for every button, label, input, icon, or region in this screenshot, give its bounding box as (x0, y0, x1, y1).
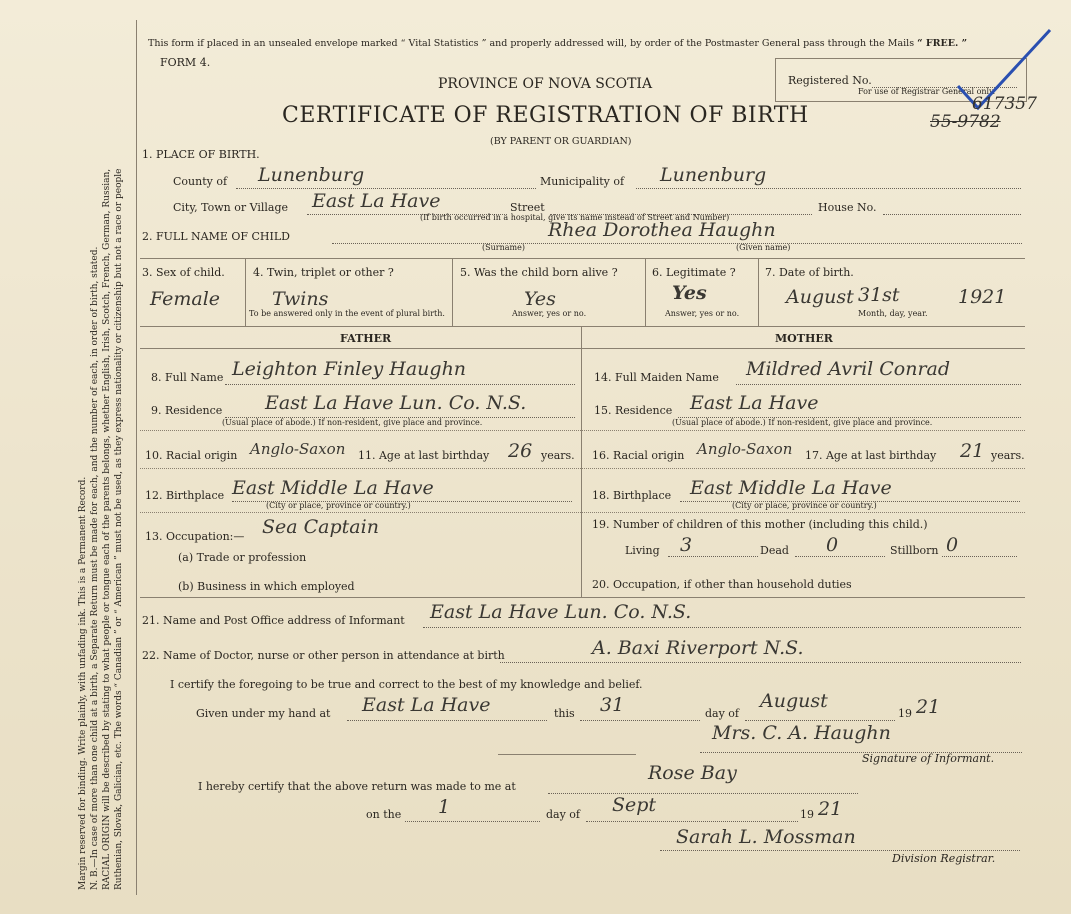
col-div-1 (245, 258, 246, 326)
reg-number-old: 55-9782 (930, 112, 1001, 132)
dob-day: 31st (858, 284, 900, 306)
mail-notice (148, 38, 967, 49)
dead-value: 0 (826, 534, 839, 556)
dayof-label: day of (705, 707, 740, 720)
registrar-year-prefix: 19 (800, 808, 814, 821)
doctor-label: 22. Name of Doctor, nurse or other person in attendance at birth (142, 649, 505, 662)
dob-year: 1921 (958, 286, 1007, 308)
father-age-label: 11. Age at last birthday (358, 449, 490, 462)
margin-notes (70, 20, 132, 900)
given-place-line (347, 720, 547, 721)
legit-value: Yes (672, 282, 707, 304)
mother-birthplace-note: (City or place, province or country.) (732, 501, 877, 510)
registrar-dayof-label: day of (546, 808, 581, 821)
margin-rule (136, 20, 137, 895)
certify-statement: I certify the foregoing to be true and correct to the best of my knowledge and belief. (170, 678, 643, 691)
registrar-year: 21 (818, 798, 843, 820)
given-month-line (745, 720, 895, 721)
col-div-3 (645, 258, 646, 326)
mother-heading: MOTHER (775, 332, 833, 345)
father-occupation-label: 13. Occupation:— (145, 530, 245, 543)
sex-label: 3. Sex of child. (142, 266, 225, 279)
fm-rule-2 (140, 468, 1025, 469)
mother-race-value: Anglo-Saxon (697, 440, 793, 458)
house-label: House No. (818, 201, 877, 214)
father-business-label: (b) Business in which employed (178, 580, 355, 593)
subtitle: (BY PARENT OR GUARDIAN) (490, 136, 632, 147)
legit-label: 6. Legitimate ? (652, 266, 736, 279)
father-residence-value: East La Have Lun. Co. N.S. (265, 392, 527, 414)
separator-rule (498, 754, 636, 755)
row-bottom-rule (140, 326, 1025, 327)
given-month: August (760, 690, 828, 712)
child-name-value: Rhea Dorothea Haughn (548, 219, 776, 241)
stillborn-line (942, 556, 1017, 557)
father-occupation-value: Sea Captain (262, 516, 379, 538)
mother-race-label: 16. Racial origin (592, 449, 685, 462)
city-value: East La Have (312, 190, 441, 212)
dob-label: 7. Date of birth. (765, 266, 854, 279)
margin-line-4: Ruthenian, Slovak, Galician, etc. The words “ Canadian ” or “ American ” must not be used, as they express nationality or citizenship but not a race or people (114, 168, 124, 890)
registrar-month: Sept (612, 794, 657, 816)
fm-bottom-rule (140, 597, 1025, 598)
hospital-note: (If birth occurred in a hospital, give its name instead of Street and Number) (420, 213, 730, 222)
mother-residence-value: East La Have (690, 392, 819, 414)
registrar-statement: I hereby certify that the above return was made to me at (198, 780, 516, 793)
alive-label: 5. Was the child born alive ? (460, 266, 618, 279)
reg-number: 617357 (972, 94, 1037, 114)
father-residence-label: 9. Residence (151, 404, 223, 417)
father-birthplace-note: (City or place, province or country.) (266, 501, 411, 510)
given-label: Given under my hand at (196, 707, 331, 720)
form-number: FORM 4. (160, 56, 211, 69)
surname-caption: (Surname) (482, 243, 525, 252)
this-label: this (554, 707, 575, 720)
house-line (883, 214, 1021, 215)
mother-name-line (736, 384, 1021, 385)
margin-line-3: RACIAL ORIGIN will be described by stating to what people or tongue each of the parents belongs, whether English, Irish, Scotch, French, German, Russian, (102, 168, 112, 890)
city-label: City, Town or Village (173, 201, 288, 214)
fm-header-rule (140, 348, 1025, 349)
fm-rule-3 (140, 512, 1025, 513)
mail-notice-text: This form if placed in an unsealed envelope marked “ Vital Statistics ” and properly addressed will, by order of the Postmaster General pass through the Mails (148, 38, 915, 49)
registrar-place: Rose Bay (648, 762, 737, 784)
on-label: on the (366, 808, 402, 821)
mother-birthplace-label: 18. Birthplace (592, 489, 672, 502)
municipality-value: Lunenburg (660, 164, 767, 186)
dead-label: Dead (760, 544, 789, 557)
father-age-value: 26 (508, 440, 533, 462)
informant-value: East La Have Lun. Co. N.S. (430, 601, 692, 623)
municipality-label: Municipality of (540, 175, 625, 188)
father-name-value: Leighton Finley Haughn (232, 358, 467, 380)
signature-caption: Signature of Informant. (862, 752, 995, 765)
registrar-month-line (586, 821, 798, 822)
county-value: Lunenburg (258, 164, 365, 186)
registrar-signature: Sarah L. Mossman (676, 826, 856, 848)
mother-residence-label: 15. Residence (594, 404, 673, 417)
father-birthplace-value: East Middle La Have (232, 477, 434, 499)
birth-place-label: 1. PLACE OF BIRTH. (142, 148, 260, 161)
col-div-4 (758, 258, 759, 326)
sex-value: Female (150, 288, 221, 310)
mail-free: “ FREE. ” (917, 38, 968, 49)
child-name-label: 2. FULL NAME OF CHILD (142, 230, 290, 243)
mother-name-label: 14. Full Maiden Name (594, 371, 719, 384)
street-label: Street (510, 201, 545, 214)
father-residence-note: (Usual place of abode.) If non-resident, give place and province. (222, 418, 483, 427)
doctor-line (500, 662, 1021, 663)
given-year: 21 (916, 696, 941, 718)
father-race-value: Anglo-Saxon (250, 440, 346, 458)
mother-name-value: Mildred Avril Conrad (746, 358, 951, 380)
stillborn-label: Stillborn (890, 544, 939, 557)
registrar-day: 1 (438, 796, 451, 818)
mother-age-label: 17. Age at last birthday (805, 449, 937, 462)
father-trade-label: (a) Trade or profession (178, 551, 307, 564)
mother-residence-note: (Usual place of abode.) If non-resident, give place and province. (672, 418, 933, 427)
father-name-label: 8. Full Name (151, 371, 224, 384)
mother-occupation-label: 20. Occupation, if other than household duties (592, 578, 852, 591)
alive-note: Answer, yes or no. (512, 309, 587, 318)
child-name-line (332, 243, 1022, 244)
given-day: 31 (600, 694, 625, 716)
dob-note: Month, day, year. (858, 309, 928, 318)
fm-divider (581, 326, 582, 597)
father-race-label: 10. Racial origin (145, 449, 238, 462)
fm-rule-1 (140, 430, 1025, 431)
twin-note: To be answered only in the event of plural birth. (249, 309, 445, 318)
mother-years: years. (991, 449, 1025, 462)
father-years: years. (541, 449, 575, 462)
alive-value: Yes (524, 288, 556, 310)
dead-line (795, 556, 885, 557)
municipality-line (636, 188, 1021, 189)
given-place: East La Have (362, 694, 491, 716)
registrar-day-line (405, 821, 540, 822)
col-div-2 (452, 258, 453, 326)
informant-signature: Mrs. C. A. Haughn (712, 722, 891, 744)
living-label: Living (625, 544, 660, 557)
mother-birthplace-value: East Middle La Have (690, 477, 892, 499)
father-heading: FATHER (340, 332, 392, 345)
registered-note: For use of Registrar General only. (858, 87, 996, 96)
mother-children-label: 19. Number of children of this mother (including this child.) (592, 518, 928, 531)
county-label: County of (173, 175, 228, 188)
province-heading: PROVINCE OF NOVA SCOTIA (438, 76, 653, 92)
registrar-place-line (548, 793, 858, 794)
doctor-value: A. Baxi Riverport N.S. (592, 637, 804, 659)
informant-line (423, 627, 1021, 628)
page-title: CERTIFICATE OF REGISTRATION OF BIRTH (282, 103, 809, 128)
father-birthplace-label: 12. Birthplace (145, 489, 225, 502)
margin-line-1: Margin reserved for binding. Write plainly, with unfading ink. This is a Permanent Record. (78, 476, 88, 890)
given-year-prefix: 19 (898, 707, 912, 720)
county-line (236, 188, 536, 189)
given-caption: (Given name) (736, 243, 791, 252)
registered-label: Registered No. (788, 74, 872, 87)
mother-age-value: 21 (960, 440, 985, 462)
informant-label: 21. Name and Post Office address of Informant (142, 614, 405, 627)
living-value: 3 (680, 534, 693, 556)
row-top-rule (140, 258, 1025, 259)
twin-label: 4. Twin, triplet or other ? (253, 266, 394, 279)
stillborn-value: 0 (946, 534, 959, 556)
margin-line-2: N. B.—In case of more than one child at a birth, a Separate Return must be made for each, and the number of each, in order of birth, stated. (90, 246, 100, 890)
registrar-signature-line (660, 850, 1020, 851)
dob-month: August (786, 286, 854, 308)
living-line (668, 556, 758, 557)
given-day-line (580, 720, 700, 721)
legit-note: Answer, yes or no. (665, 309, 740, 318)
father-name-line (225, 384, 575, 385)
registrar-caption: Division Registrar. (892, 852, 996, 865)
twin-value: Twins (272, 288, 329, 310)
